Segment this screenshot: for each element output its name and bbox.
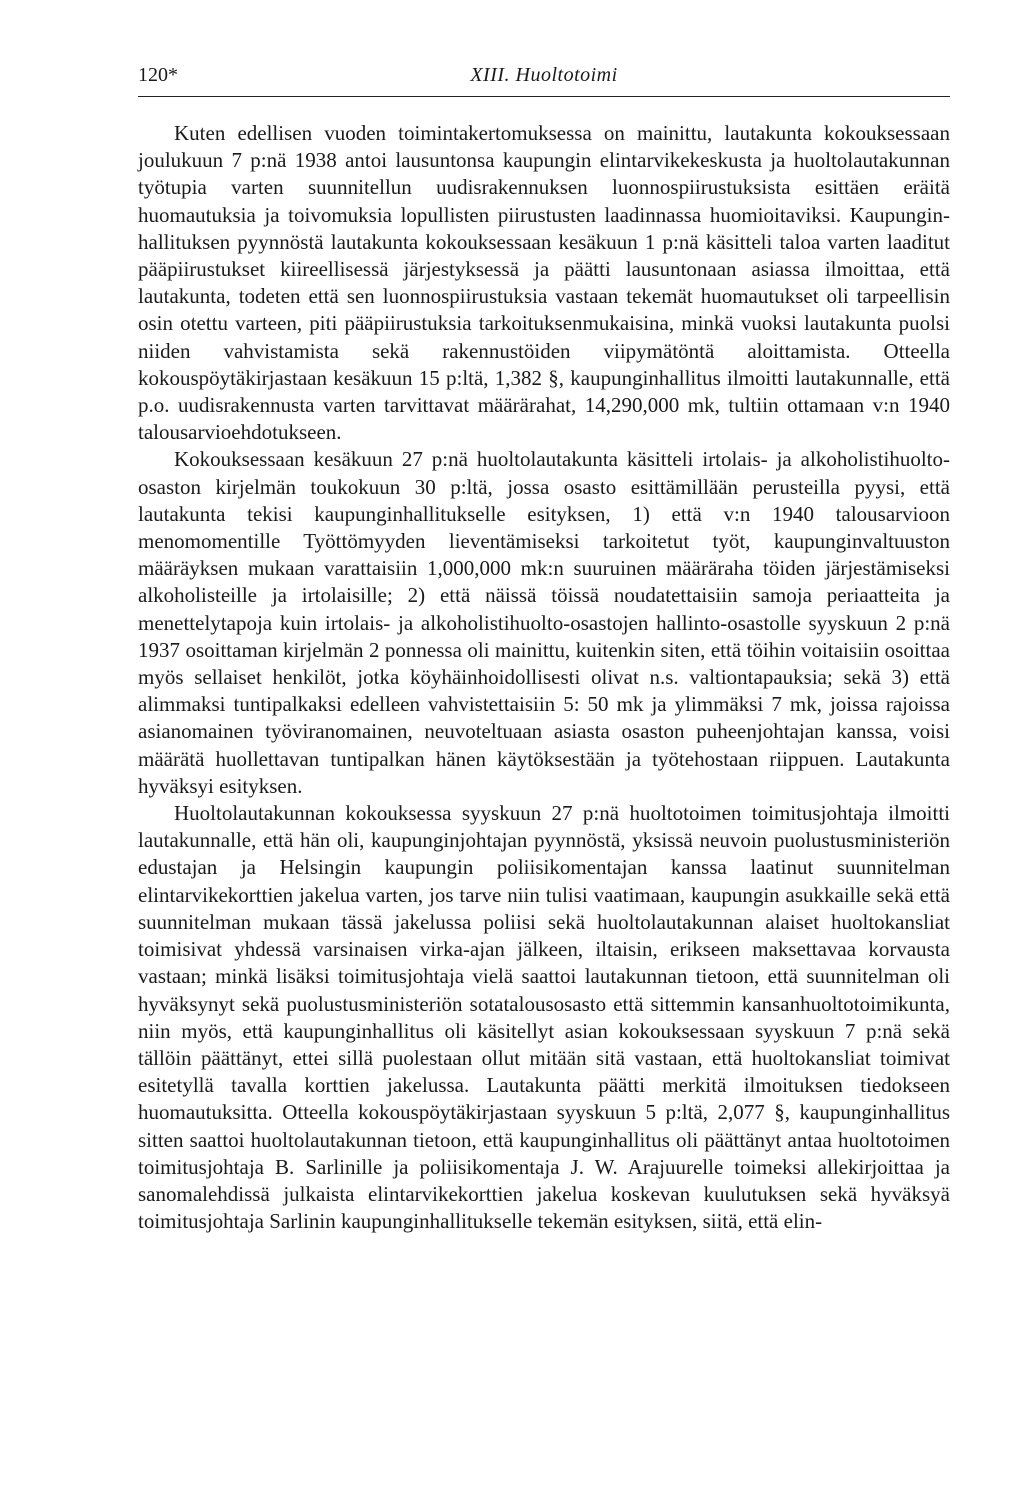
header-rule — [138, 96, 950, 97]
body-text — [138, 120, 950, 1235]
running-head — [138, 58, 950, 92]
paragraph-3: Huoltolautakunnan kokouksessa syyskuun 27 p:nä huoltotoimen toimitusjohtaja ilmoitti lautakunnalle, että hän oli, kaupunginjohtajan pyynnöstä, yksissä neuvoin puolustusministeriön edustajan ja Helsingin kaupungin poliisikomentajan kanssa laatinut suunnitelman elintarvikekorttien jakelua varten, jos tarve niin tulisi vaatimaan, kaupungin asukkaille sekä että suunnitelman mukaan tässä jakelussa poliisi sekä huoltolautakunnan alaiset huoltokansliat toimisivat yhdessä varsinaisen virka-ajan jälkeen, iltaisin, erikseen maksettavaa korvausta vastaan; minkä lisäksi toimitusjohtaja vielä saattoi lautakunnan tietoon, että suunnitelman oli hyväksynyt sekä puolustusministeriön sotatalousosasto että sittemmin kansanhuoltotoimikunta, niin myös, että kaupunginhallitus oli käsitellyt asian kokouksessaan syyskuun 7 p:nä sekä tällöin päättänyt, ettei sillä puolestaan ollut mitään sitä vastaan, että huoltokansliat toimivat esitetyllä tavalla korttien jakelussa. Lautakunta päätti merkitä ilmoituksen tiedokseen huomautuksitta. Otteella kokouspöytäkirjastaan syyskuun 5 p:ltä, 2,077 §, kaupunginhallitus sitten saattoi huoltolautakunnan tietoon, että kaupunginhallitus oli päättänyt antaa huoltotoimen toimitusjohtaja B. Sarlinille ja poliisikomentaja J. W. Arajuurelle toimeksi allekirjoittaa ja sanomalehdissä julkaista elintarvikekorttien jakelua koskevan kuulutuksen sekä hyväksyä toimitusjohtaja Sarlinin kaupunginhallitukselle tekemän esityksen, siitä, että elin- — [138, 801, 950, 1234]
document-page — [138, 58, 950, 1235]
paragraph-2: Kokouksessaan kesäkuun 27 p:nä huoltolautakunta käsitteli irtolais- ja alkoholistihuolto-osaston kirjelmän toukokuun 30 p:ltä, jossa osasto esittämillään perusteilla pyysi, että lautakunta tekisi kaupunginhallitukselle esityksen, 1) että v:n 1940 talousarvioon menomomentille Työttömyyden lieventämiseksi tarkoitetut työt, kaupunginvaltuuston määräyksen mukaan varattaisiin 1,000,000 mk:n suuruinen määräraha töiden järjestämiseksi alkoholisteille ja irtolaisille; 2) että näissä töissä noudatettaisiin samoja periaatteita ja menettelytapoja kuin irtolais- ja alkoholistihuolto-osastojen hallinto-osastolle syyskuun 2 p:nä 1937 osoittaman kirjelmän 2 ponnessa oli mainittu, kuitenkin siten, että töihin voitaisiin osoittaa myös sellaiset henkilöt, jotka köyhäinhoidollisesti olivat n.s. valtiontapauksia; sekä 3) että alimmaksi tuntipalkaksi edelleen vahvistettaisiin 5: 50 mk ja ylimmäksi 7 mk, joissa rajoissa asianomainen työviranomainen, neuvoteltuaan asiasta osaston puheenjohtajan kanssa, voisi määrätä huollettavan tuntipalkan hänen käytöksestään ja työtehostaan riippuen. Lautakunta hyväksyi esityksen. — [138, 447, 950, 798]
page-number: 120* — [138, 64, 178, 86]
chapter-title: XIII. Huoltotoimi — [470, 64, 618, 86]
paragraph-1: Kuten edellisen vuoden toimintakertomuksessa on mainittu, lautakunta kokouksessaan joulukuun 7 p:nä 1938 antoi lausuntonsa kaupungin elintarvikekeskusta ja huoltolautakunnan työtupia varten suunnitellun uudisrakennuksen luonnospiirustuksista esittäen eräitä huomautuksia ja toivomuksia lopullisten piirustusten laadinnassa huomioitaviksi. Kaupunginhallituksen pyynnöstä lautakunta kokouksessaan kesäkuun 1 p:nä käsitteli taloa varten laaditut pääpiirustukset kiireellisessä järjestyksessä ja päätti lausuntonaan asiassa ilmoittaa, että lautakunta, todeten että sen luonnospiirustuksia vastaan tekemät huomautukset oli tarpeellisin osin otettu varteen, piti pääpiirustuksia tarkoituksenmukaisina, minkä vuoksi lautakunta puolsi niiden vahvistamista sekä rakennustöiden viipymätöntä aloittamista. Otteella kokouspöytäkirjastaan kesäkuun 15 p:ltä, 1,382 §, kaupunginhallitus ilmoitti lautakunnalle, että p.o. uudisrakennusta varten tarvittavat määrärahat, 14,290,000 mk, tultiin ottamaan v:n 1940 talousarvioehdotukseen. — [138, 121, 950, 445]
